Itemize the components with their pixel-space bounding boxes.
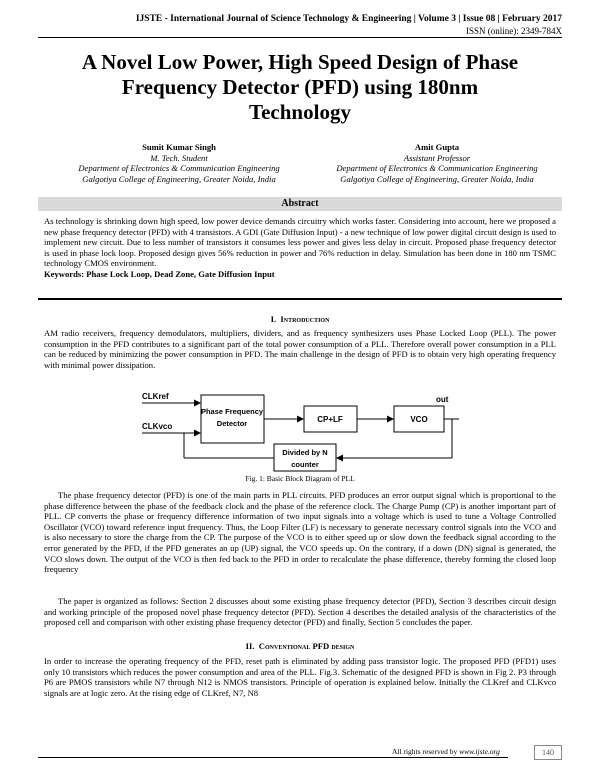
section-title: Introduction: [280, 314, 330, 324]
divider-label-1: Divided by N: [282, 448, 328, 457]
section2-paragraph-1: In order to increase the operating frequency of the PFD, reset path is eliminated by adding pass transistor logic. The proposed PFD (PFD1) uses only 10 transistors which reduces the power consumption and area of the PLL. Fig.3. Schematic of the designed PFD is shown in Fig 2. P3 through P6 are PMOS transistors while N7 through N12 is NMOS transistors. Principle of operation is explained below. Initially the CLKref and CLKvco signals are at logic zero. At the rising edge of CLKref, N7, N8: [44, 656, 556, 698]
keywords-label: Keywords:: [44, 268, 85, 279]
page-number: 140: [534, 745, 562, 760]
author-dept: Department of Electronics & Communication Engineering: [336, 163, 538, 173]
figure-caption: Fig. 1: Basic Block Diagram of PLL: [245, 474, 355, 483]
footer-url: www.ijste.org: [459, 747, 500, 756]
keywords-list: Phase Lock Loop, Dead Zone, Gate Diffusion Input: [84, 268, 275, 279]
title-line-2: Frequency Detector (PFD) using 180nm: [121, 75, 479, 99]
header-rule: [38, 37, 562, 38]
section-heading-1: [44, 314, 556, 324]
author-name: Amit Gupta: [414, 142, 460, 152]
abstract-rule: [38, 298, 562, 300]
section-title: Conventional PFD design: [258, 641, 355, 651]
intro-paragraph-2: The phase frequency detector (PFD) is one of the main parts in PLL circuits. PFD produces an error output signal which is proportional to the phase difference between the phase of the feedback clock and the phase of the reference clock. The Charge Pump (CP) is another important part of PLL. CP converts the phase or frequency difference information of two input signals into a voltage which is used to tune a Voltage Controlled Oscillator (VCO) toward reference input frequency. Thus, the Loop Filter (LF) is necessary to generate necessary control signals into the VCO and is also necessary to store the charge from the CP. The purpose of the VCO is to either speed up or slow down the feedback signal according to the error generated by the PFD, if the PFD generates an up (UP) signal, the VCO speeds up. On the contrary, if a down (DN) signal is generated, the VCO slows down. The output of the VCO is then fed back to the PFD in order to recalculate the phase difference, thereby forming the closed loop frequency: [44, 490, 556, 575]
clkvco-label: CLKvco: [142, 422, 173, 431]
footer-rights-text: All rights reserved by: [392, 747, 460, 756]
author-1: [44, 142, 314, 184]
abstract-body: As technology is shrinking down high speed, low power device demands circuitry which works faster. Considering into account, here we proposed a new phase frequency detector (PFD) with 4 transistors. A GDI (Gate Diffusion Input) - a new technique of low power digital circuit design is used to implement new circuit. Due to less number of transistors it consumes less power and gives less delay in circuit. Proposed phase frequency detector is used in phase lock loop. Proposed design gives 56% reduction in power and 76% reduction in delay. Simulation has been done in 180 nm TSMC technology CMOS environment.: [44, 216, 557, 269]
issn-header: ISSN (online): 2349-784X: [466, 26, 562, 36]
pll-block-diagram: [140, 390, 460, 472]
author-inst: Galgotiya College of Engineering, Greater Noida, India: [82, 173, 276, 184]
title-line-3: Technology: [249, 100, 351, 124]
out-label: out: [436, 395, 449, 404]
clkref-label: CLKref: [142, 392, 169, 401]
title-line-1: A Novel Low Power, High Speed Design of Phase: [81, 50, 519, 74]
journal-header: IJSTE - International Journal of Science Technology & Engineering | Volume 3 | Issue 08 | February 2017: [135, 14, 562, 24]
author-dept: Department of Electronics & Communication Engineering: [78, 163, 280, 173]
author-role: Assistant Professor: [403, 152, 471, 163]
author-inst: Galgotiya College of Engineering, Greater Noida, India: [340, 173, 534, 184]
divider-label-2: counter: [291, 460, 319, 469]
section-number: II.: [245, 641, 255, 651]
pfd-label-2: Detector: [216, 419, 248, 428]
footer-rule: [38, 757, 508, 758]
author-name: Sumit Kumar Singh: [142, 142, 216, 152]
abstract-heading: Abstract: [38, 197, 562, 211]
intro-paragraph-1: AM radio receivers, frequency demodulators, multipliers, dividers, and as frequency synthesizers uses Phase Locked Loop (PLL). The power consumption in the PFD contributes to a significant part of the total power consumption of a PLL. Therefore overall power consumption in a PLL can be reduced by minimizing the power consumption in PFD. The main challenge in the design of PFD is to obtain very high operating frequency with minimal power dissipation.: [44, 328, 556, 370]
section-number: I.: [270, 314, 277, 324]
vco-label: VCO: [410, 415, 428, 424]
paper-title: [40, 50, 560, 125]
pfd-label-1: Phase Frequency: [200, 407, 264, 416]
cp-lf-label: CP+LF: [317, 415, 343, 424]
footer-rights: [392, 747, 500, 756]
author-2: [302, 142, 572, 184]
section-heading-2: [44, 641, 556, 651]
abstract-text: [44, 216, 556, 280]
author-role: M. Tech. Student: [150, 152, 208, 163]
intro-paragraph-3: The paper is organized as follows: Section 2 discusses about some existing phase frequency detector (PFD), Section 3 describes circuit design and working principle of the proposed novel phase frequency detector (PFD). Section 4 describes the detailed analysis of the characteristics of the proposed cell and comparison with other existing phase frequency detector (PFD) and finally, Section 5 concludes the paper.: [44, 596, 556, 628]
